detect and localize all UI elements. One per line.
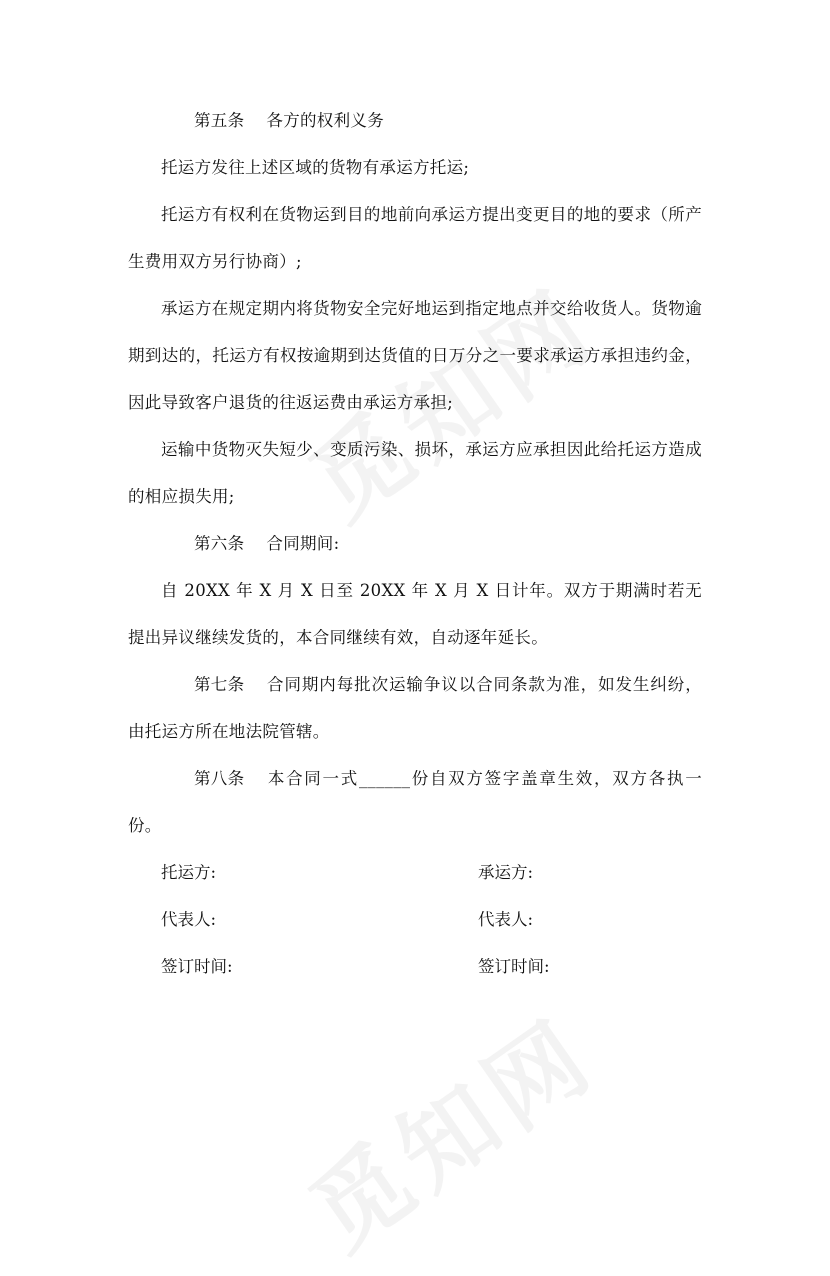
signature-row-party <box>128 849 702 896</box>
paragraph: 托运方有权利在货物运到目的地前向承运方提出变更目的地的要求（所产生费用双方另行协商）; <box>128 205 702 271</box>
article-6-heading <box>128 520 702 567</box>
paragraph: 自 20XX 年 X 月 X 日至 20XX 年 X 月 X 日计年。双方于期满时若无提出异议继续发货的，本合同继续有效，自动逐年延长。 <box>128 581 702 647</box>
article-label: 第七条 <box>194 675 245 694</box>
representative-label: 代表人: <box>161 910 217 929</box>
article-title: 各方的权利义务 <box>266 111 385 130</box>
signing-date-label: 签订时间: <box>478 957 550 976</box>
article-title: 合同期间: <box>266 534 340 553</box>
contract-body <box>128 97 702 990</box>
paragraph: 托运方发往上述区域的货物有承运方托运; <box>161 158 470 177</box>
article-5-heading <box>128 97 702 144</box>
article-8 <box>128 755 702 849</box>
article-label: 第六条 <box>194 534 245 553</box>
article-text: 合同期内每批次运输争议以合同条款为准，如发生纠纷，由托运方所在地法院管辖。 <box>128 675 702 741</box>
shipper-label: 托运方: <box>161 863 217 882</box>
carrier-label: 承运方: <box>478 863 534 882</box>
paragraph: 承运方在规定期内将货物安全完好地运到指定地点并交给收货人。货物逾期到达的，托运方有权按逾期到达货值的日万分之一要求承运方承担违约金，因此导致客户退货的往返运费由承运方承担; <box>128 299 702 412</box>
article-label: 第八条 <box>194 769 245 788</box>
article-label: 第五条 <box>194 111 245 130</box>
article-text: 本合同一式______份自双方签字盖章生效，双方各执一份。 <box>128 769 702 835</box>
signing-date-label: 签订时间: <box>161 957 233 976</box>
signature-row-representative <box>128 896 702 943</box>
representative-label: 代表人: <box>478 910 534 929</box>
paragraph: 运输中货物灭失短少、变质污染、损坏，承运方应承担因此给托运方造成的相应损失用; <box>128 440 702 506</box>
article-7 <box>128 661 702 755</box>
signature-row-date <box>128 943 702 990</box>
watermark <box>279 981 618 1276</box>
